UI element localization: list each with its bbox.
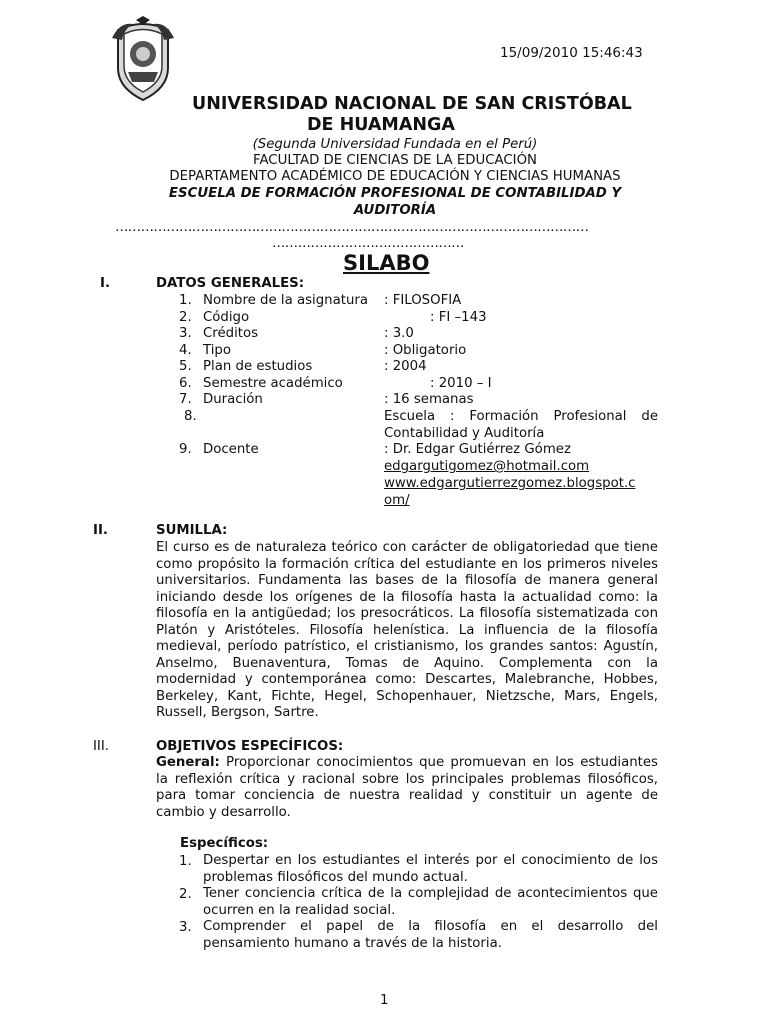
list-item: Tener conciencia crítica de la complejidad de acontecimientos que ocurren en la realidad social. (203, 886, 658, 918)
item-value: Escuela : Formación Profesional de Contabilidad y Auditoría (384, 409, 658, 441)
page-number: 1 (380, 993, 389, 1008)
blog-link[interactable] (384, 475, 635, 509)
university-title (192, 94, 632, 136)
item-number: 3. (179, 326, 192, 341)
item-number: 4. (179, 343, 192, 358)
school-name-line2: AUDITORÍA (353, 203, 437, 218)
blog-link-line2: om/ (384, 493, 410, 508)
item-number: 2. (179, 310, 192, 325)
timestamp: 15/09/2010 15:46:43 (500, 45, 643, 61)
document-title: SILABO (343, 251, 430, 275)
item-value: : Obligatorio (384, 343, 467, 358)
item-value: : 3.0 (384, 326, 414, 341)
item-label: Plan de estudios (203, 359, 313, 374)
blog-link-line1: www.edgargutierrezgomez.blogspot.c (384, 476, 636, 491)
item-number: 8. (184, 409, 197, 424)
item-label: Nombre de la asignatura (203, 293, 369, 308)
faculty-name: FACULTAD DE CIENCIAS DE LA EDUCACIÓN (253, 153, 537, 168)
item-label: Docente (203, 442, 259, 457)
specific-label: Específicos: (180, 836, 269, 851)
item-value: : 2004 (384, 359, 427, 374)
general-label: General: (156, 755, 220, 770)
item-number: 9. (179, 442, 192, 457)
section-3-number: III. (93, 739, 109, 754)
general-objective (156, 755, 658, 821)
university-title-line2: DE HUAMANGA (307, 115, 455, 135)
section-2-number: II. (93, 523, 108, 538)
sumilla-text: El curso es de naturaleza teórico con carácter de obligatoriedad que tiene como propósito la formación crítica del estudiante en los primeros niveles universitarios. Fundamenta las bases de la filosofía de manera general iniciando desde los orígenes de la filosofía hasta la actualidad como: la filosofía en la antigüedad; los presocráticos. La filosofía sistematizada con Platón y Aristóteles. Filosofía helenística. La influencia de la filosofía medieval, período patrístico, el cristianismo, los grandes santos: Agustín, Anselmo, Buenaventura, Tomas de Aquino. Complementa con la modernidad y contemporánea como: Descartes, Malebranche, Hobbes, Berkeley, Kant, Fichte, Hegel, Schopenhauer, Nietzsche, Mars, Engels, Russell, Bergson, Sartre. (156, 540, 658, 720)
item-value: : 2010 – I (430, 376, 492, 391)
list-item-number: 3. (179, 920, 192, 935)
list-item-number: 1. (179, 854, 192, 869)
list-item-number: 2. (179, 887, 192, 902)
list-item: Despertar en los estudiantes el interés por el conocimiento de los problemas filosóficos del mundo actual. (203, 853, 658, 885)
item-label: Código (203, 310, 250, 325)
university-subtitle: (Segunda Universidad Fundada en el Perú) (252, 137, 538, 152)
dotted-line-1: ………………………………………………………………………………………………… (115, 220, 589, 235)
list-item: Comprender el papel de la filosofía en el desarrollo del pensamiento humano a través de la historia. (203, 919, 658, 951)
item-label: Duración (203, 392, 263, 407)
section-1-number: I. (100, 276, 110, 291)
item-number: 5. (179, 359, 192, 374)
department-name: DEPARTAMENTO ACADÉMICO DE EDUCACIÓN Y CIENCIAS HUMANAS (169, 169, 621, 184)
item-label: Tipo (203, 343, 231, 358)
section-2-title: SUMILLA: (156, 523, 228, 538)
item-number: 6. (179, 376, 192, 391)
item-number: 1. (179, 293, 192, 308)
section-3-title: OBJETIVOS ESPECÍFICOS: (156, 739, 344, 754)
school-name (110, 185, 680, 219)
dotted-line-2: ……………………………………… (272, 236, 464, 251)
item-number: 7. (179, 392, 192, 407)
item-value: : 16 semanas (384, 392, 474, 407)
item-value: : Dr. Edgar Gutiérrez Gómez (384, 442, 571, 457)
item-label: Semestre académico (203, 376, 343, 391)
item-value: : FILOSOFIA (384, 293, 462, 308)
general-text: Proporcionar conocimientos que promuevan en los estudiantes la reflexión crítica y racional sobre los principales problemas filosóficos, para tomar conciencia de nuestra realidad y constituir un agente de cambio y desarrollo. (156, 755, 658, 820)
section-1-title: DATOS GENERALES: (156, 276, 305, 291)
item-label: Créditos (203, 326, 259, 341)
university-title-line1: UNIVERSIDAD NACIONAL DE SAN CRISTÓBAL (192, 94, 632, 114)
email-link[interactable]: edgargutigomez@hotmail.com (384, 459, 590, 474)
item-value: : FI –143 (430, 310, 487, 325)
school-name-line1: ESCUELA DE FORMACIÓN PROFESIONAL DE CONTABILIDAD Y (168, 186, 622, 201)
university-seal-icon (110, 16, 176, 102)
